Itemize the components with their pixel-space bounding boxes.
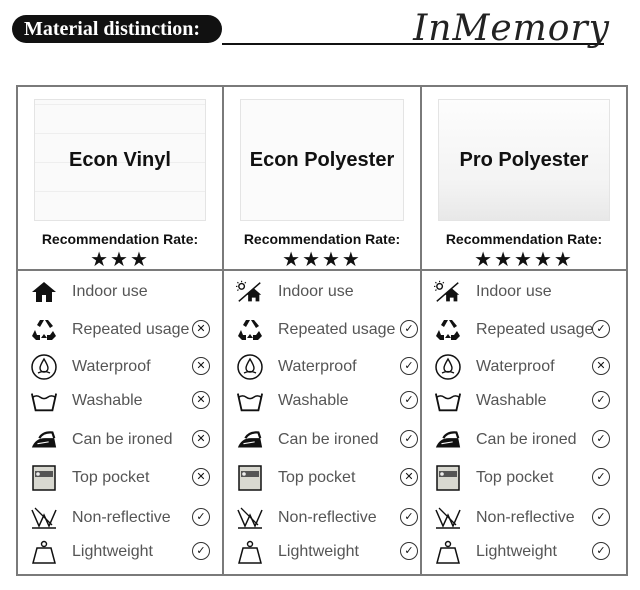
feature-row	[224, 425, 420, 455]
check-icon: ✓	[592, 542, 610, 560]
weight-icon	[30, 539, 58, 565]
feature-row	[18, 352, 222, 382]
feature-label: Repeated usage	[72, 321, 190, 338]
recommendation-label: Recommendation Rate:	[243, 231, 401, 247]
feature-row	[422, 503, 626, 533]
cross-icon: ✕	[192, 468, 210, 486]
feature-label: Non-reflective	[278, 509, 377, 526]
feature-label: Washable	[476, 392, 547, 409]
feature-row	[422, 463, 626, 493]
feature-label: Can be ironed	[476, 431, 577, 448]
check-icon: ✓	[592, 391, 610, 409]
feature-row	[422, 352, 626, 382]
recycle-icon	[434, 317, 462, 343]
nonreflective-icon	[434, 505, 462, 531]
feature-row	[18, 503, 222, 533]
recommendation-label: Recommendation Rate:	[41, 231, 199, 247]
feature-row	[224, 315, 420, 345]
feature-row	[422, 277, 626, 307]
feature-label: Indoor use	[278, 283, 354, 300]
feature-row	[224, 352, 420, 382]
feature-row	[18, 277, 222, 307]
feature-row	[224, 503, 420, 533]
check-icon: ✓	[400, 542, 418, 560]
feature-label: Can be ironed	[278, 431, 379, 448]
cross-icon: ✕	[192, 320, 210, 338]
cross-icon: ✕	[592, 357, 610, 375]
feature-row	[18, 315, 222, 345]
column-econ-vinyl	[18, 87, 222, 574]
product-image	[438, 99, 610, 221]
check-icon: ✓	[592, 468, 610, 486]
check-icon: ✓	[400, 508, 418, 526]
feature-label: Non-reflective	[476, 509, 575, 526]
washable-icon	[236, 388, 264, 414]
brand-logo: InMemory	[413, 8, 610, 49]
star-rating: ★★★★★	[474, 249, 574, 271]
pocket-icon	[236, 465, 264, 491]
page-title: Material distinction:	[12, 15, 222, 43]
nonreflective-icon	[30, 505, 58, 531]
product-name: Econ Polyester	[249, 148, 395, 171]
feature-row	[422, 537, 626, 567]
nonreflective-icon	[236, 505, 264, 531]
check-icon: ✓	[592, 508, 610, 526]
feature-label: Repeated usage	[476, 321, 594, 338]
cross-icon: ✕	[400, 468, 418, 486]
iron-icon	[236, 427, 264, 453]
feature-row	[224, 386, 420, 416]
comparison-table	[16, 85, 628, 576]
sun-house-icon	[434, 279, 462, 305]
feature-row	[422, 315, 626, 345]
iron-icon	[434, 427, 462, 453]
product-image	[240, 99, 404, 221]
washable-icon	[434, 388, 462, 414]
house-icon	[30, 279, 58, 305]
cross-icon: ✕	[192, 430, 210, 448]
iron-icon	[30, 427, 58, 453]
feature-row	[224, 537, 420, 567]
check-icon: ✓	[400, 391, 418, 409]
feature-label: Lightweight	[72, 543, 153, 560]
pocket-icon	[30, 465, 58, 491]
product-name: Pro Polyester	[459, 148, 589, 171]
check-icon: ✓	[400, 357, 418, 375]
feature-row	[224, 277, 420, 307]
check-icon: ✓	[192, 508, 210, 526]
check-icon: ✓	[400, 430, 418, 448]
column-econ-polyester	[224, 87, 420, 574]
product-name: Econ Vinyl	[69, 148, 171, 171]
feature-row	[18, 537, 222, 567]
recycle-icon	[30, 317, 58, 343]
product-image	[34, 99, 206, 221]
feature-row	[18, 425, 222, 455]
feature-row	[18, 386, 222, 416]
star-rating: ★★★	[90, 249, 150, 271]
feature-label: Top pocket	[476, 469, 554, 486]
feature-row	[18, 463, 222, 493]
feature-label: Indoor use	[476, 283, 552, 300]
star-rating: ★★★★	[282, 249, 362, 271]
check-icon: ✓	[592, 320, 610, 338]
feature-label: Repeated usage	[278, 321, 396, 338]
recommendation-label: Recommendation Rate:	[445, 231, 603, 247]
recycle-icon	[236, 317, 264, 343]
pocket-icon	[434, 465, 462, 491]
feature-label: Can be ironed	[72, 431, 173, 448]
feature-label: Non-reflective	[72, 509, 171, 526]
cross-icon: ✕	[192, 391, 210, 409]
waterproof-icon	[236, 354, 264, 380]
check-icon: ✓	[592, 430, 610, 448]
washable-icon	[30, 388, 58, 414]
check-icon: ✓	[400, 320, 418, 338]
feature-label: Top pocket	[72, 469, 150, 486]
feature-label: Washable	[278, 392, 349, 409]
feature-label: Waterproof	[72, 358, 151, 375]
column-pro-polyester	[422, 87, 626, 574]
feature-label: Waterproof	[476, 358, 555, 375]
feature-label: Washable	[72, 392, 143, 409]
feature-label: Top pocket	[278, 469, 356, 486]
feature-label: Waterproof	[278, 358, 357, 375]
waterproof-icon	[30, 354, 58, 380]
cross-icon: ✕	[192, 357, 210, 375]
feature-row	[224, 463, 420, 493]
check-icon: ✓	[192, 542, 210, 560]
weight-icon	[236, 539, 264, 565]
feature-label: Lightweight	[278, 543, 359, 560]
feature-label: Lightweight	[476, 543, 557, 560]
sun-house-icon	[236, 279, 264, 305]
feature-row	[422, 425, 626, 455]
waterproof-icon	[434, 354, 462, 380]
feature-label: Indoor use	[72, 283, 148, 300]
weight-icon	[434, 539, 462, 565]
feature-row	[422, 386, 626, 416]
